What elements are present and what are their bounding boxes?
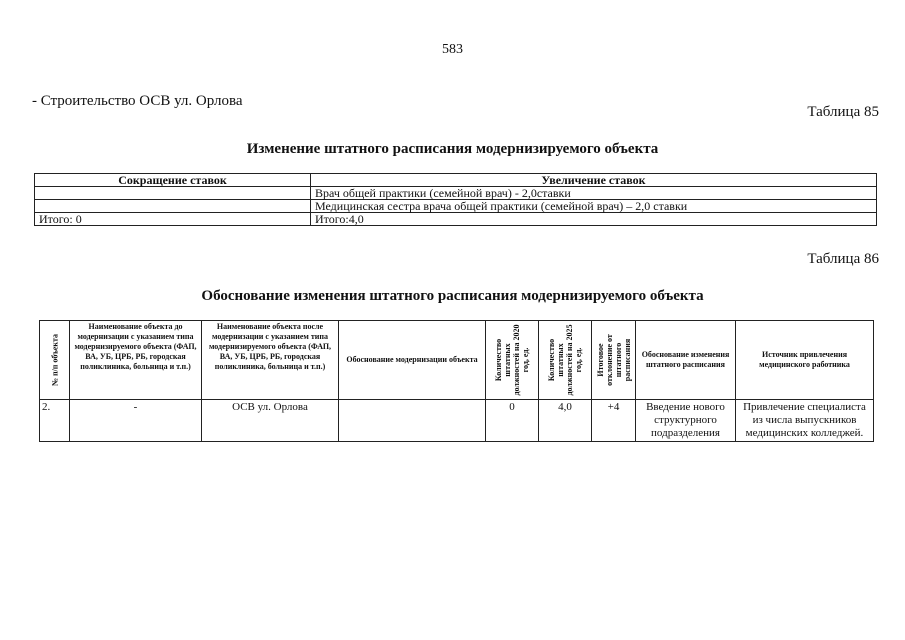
header-number [40,321,70,400]
header-after: Наименование объекта после модернизации с указанием типа модернизируемого объекта (ФАП, ВА, УБ, ЦРБ, РБ, городская поликлиника, больница и т.п.) [202,321,339,400]
table-total-row [35,213,877,226]
reduction-cell [35,187,311,200]
reduction-cell [35,200,311,213]
staffing-change-table [34,173,877,226]
row-justification [339,400,486,442]
row-change-reason: Введение нового структурного подразделения [636,400,736,442]
header-count-2025-text: Количество штатных должностей на 2025 год, ед. [547,324,583,396]
page-number: 583 [442,42,463,57]
table-header-row [40,321,874,400]
header-reduction: Сокращение ставок [35,174,311,187]
table-86-title: Обоснование изменения штатного расписания модернизируемого объекта [201,288,704,304]
header-justification: Обоснование модернизации объекта [339,321,486,400]
header-before: Наименование объекта до модернизации с указанием типа модернизируемого объекта (ФАП, ВА, УБ, ЦРБ, РБ, городская поликлиника, больница и т.п.) [70,321,202,400]
header-deviation [592,321,636,400]
header-number-text: № п/п объекта [50,333,59,387]
row-before: - [70,400,202,442]
row-count-2025: 4,0 [539,400,592,442]
header-deviation-text: Итоговое отклонение от штатного расписания [595,334,632,386]
row-deviation: +4 [592,400,636,442]
total-increase: Итого:4,0 [311,213,877,226]
header-count-2020-text: Количество штатных должностей на 2020 год, ед. [494,324,530,396]
header-count-2020 [486,321,539,400]
row-count-2020: 0 [486,400,539,442]
increase-cell: Медицинская сестра врача общей практики (семейной врач) – 2,0 ставки [311,200,877,213]
row-number: 2. [40,400,70,442]
table-row [35,187,877,200]
table-header-row [35,174,877,187]
header-increase: Увеличение ставок [311,174,877,187]
header-source: Источник привлечения медицинского работника [736,321,874,400]
staffing-justification-table [39,320,874,442]
table-85-title: Изменение штатного расписания модернизируемого объекта [246,141,659,157]
table-85-label: Таблица 85 [807,104,879,120]
increase-cell: Врач общей практики (семейной врач) - 2,0ставки [311,187,877,200]
table-row [40,400,874,442]
row-after: ОСВ ул. Орлова [202,400,339,442]
table-86-label: Таблица 86 [807,251,879,267]
table-row [35,200,877,213]
row-source: Привлечение специалиста из числа выпускников медицинских колледжей. [736,400,874,442]
header-count-2025 [539,321,592,400]
total-reduction: Итого: 0 [35,213,311,226]
section-heading: - Строительство ОСВ ул. Орлова [32,93,243,109]
header-change-reason: Обоснование изменения штатного расписания [636,321,736,400]
